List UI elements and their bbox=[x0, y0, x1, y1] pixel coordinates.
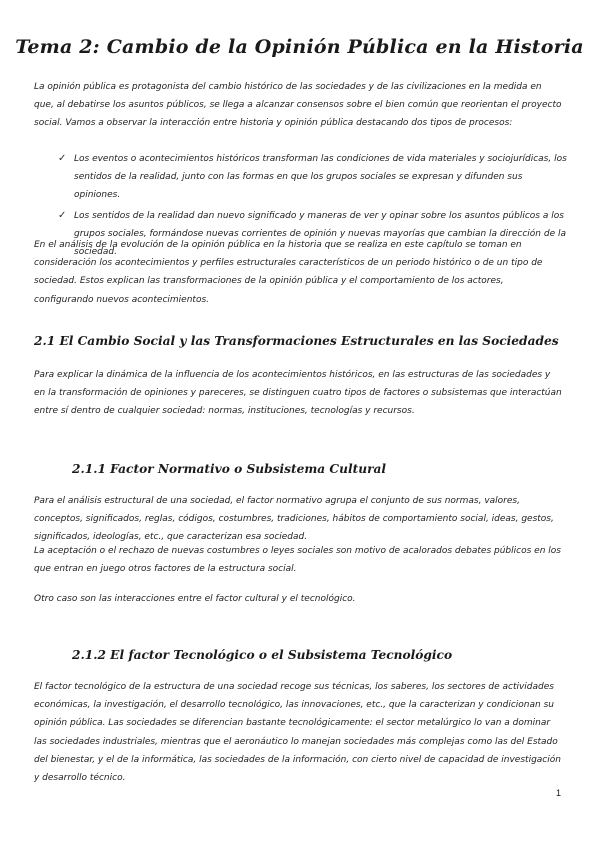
section-2-1-1-p1: Para el análisis estructural de una sociedad, el factor normativo agrupa el conjunto de sus normas, valores, conceptos, significados, reglas, códigos, costumbres, tradiciones, hábitos de comportamiento social, ideas, gestos, significados, ideologías, etc., que caracterizan esa sociedad. bbox=[34, 496, 554, 543]
section-2-1-text: Para explicar la dinámica de la influencia de los acontecimientos históricos, en las estructuras de las sociedades y en la transformación de opiniones y pareceres, se distinguen cuatro tipos de factores o subsistemas que interactúan entre sí dentro de cualquier sociedad: normas, instituciones, tecnologías y recursos. bbox=[34, 370, 562, 417]
checkmark-icon: ✓ bbox=[58, 209, 67, 221]
list-item bbox=[58, 150, 568, 205]
section-2-1-1-p3: Otro caso son las interacciones entre el factor cultural y el tecnológico. bbox=[34, 594, 356, 604]
section-2-1-2-heading: 2.1.2 El factor Tecnológico o el Subsistema Tecnológico bbox=[72, 648, 453, 662]
checkmark-icon: ✓ bbox=[58, 153, 67, 164]
section-2-1-1-heading: 2.1.1 Factor Normativo o Subsistema Cultural bbox=[72, 462, 387, 476]
list-item-text: Los sentidos de la realidad dan nuevo significado y maneras de ver y opinar sobre los asuntos públicos a los grupos sociales, formándose nuevas corrientes de opinión y nuevas mayorías que cambian la dirección de la sociedad. bbox=[74, 210, 566, 258]
section-2-1-2-p1: El factor tecnológico de la estructura de una sociedad recoge sus técnicas, los saberes, los sectores de actividades económicas, la investigación, el desarrollo tecnológico, las innovaciones, etc., que la caracterizan y condicionan su opinión pública. Las sociedades se diferencian bastante tecnológicamente: el sector metalúrgico lo van a dominar las sociedades industriales, mientras que el aeronáutico lo manejan sociedades más complejas como las del Estado del bienestar, y el de la informática, las sociedades de la información, con cierto nivel de capacidad de investigación y desarrollo técnico. bbox=[34, 682, 561, 784]
page-number: 1 bbox=[556, 788, 562, 798]
page-title: Tema 2: Cambio de la Opinión Pública en la Historia bbox=[15, 36, 584, 58]
section-2-1-1-p2: La aceptación o el rechazo de nuevas costumbres o leyes sociales son motivo de acalorados debates públicos en los que entran en juego otros factores de la estructura social. bbox=[34, 546, 561, 575]
analysis-paragraph: En el análisis de la evolución de la opinión pública en la historia que se realiza en este capítulo se toman en consideración los acontecimientos y perfiles estructurales característicos de un periodo histórico o de un tipo de sociedad. Estos explican las transformaciones de la opinión pública y el comportamiento de los actores, configurando nuevos acontecimientos. bbox=[34, 240, 543, 305]
list-item-text: Los eventos o acontecimientos históricos transforman las condiciones de vida materiales y sociojurídicas, los sentidos de la realidad, junto con las formas en que los grupos sociales se expresan y difunden sus opiniones. bbox=[74, 154, 567, 201]
section-2-1-heading: 2.1 El Cambio Social y las Transformaciones Estructurales en las Sociedades bbox=[34, 334, 559, 348]
intro-paragraph: La opinión pública es protagonista del cambio histórico de las sociedades y de las civilizaciones en la medida en que, al debatirse los asuntos públicos, se llega a alcanzar consensos sobre el bien común que reorientan el proyecto social. Vamos a observar la interacción entre historia y opinión pública destacando dos tipos de procesos: bbox=[34, 82, 562, 129]
